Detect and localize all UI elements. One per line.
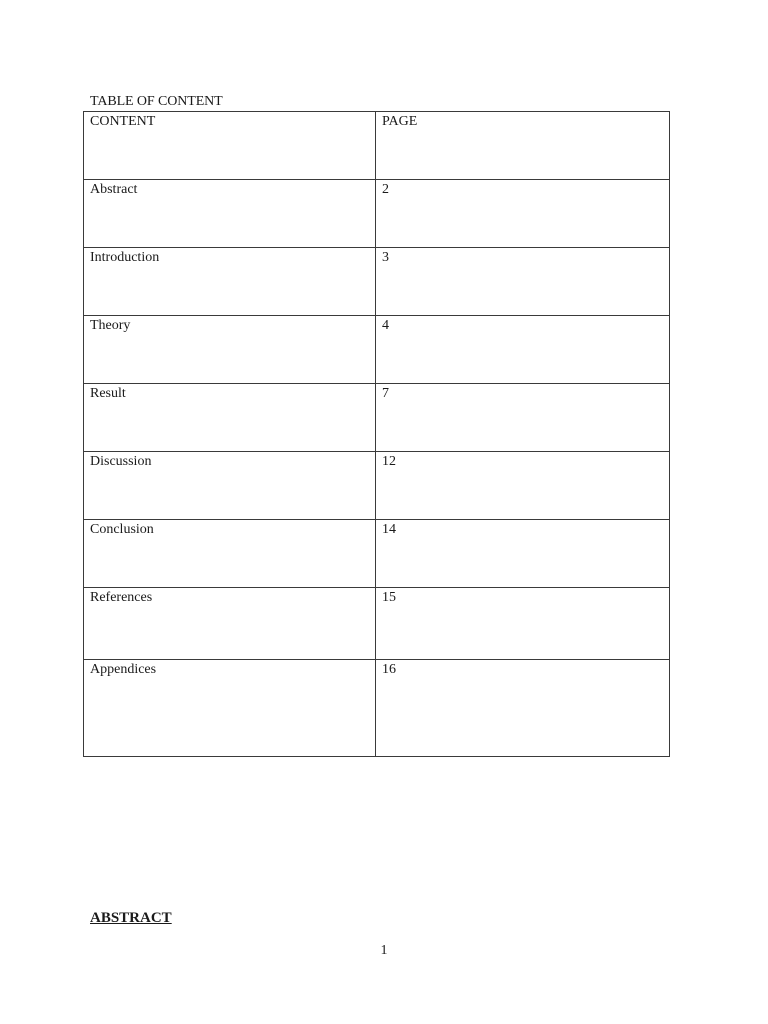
- toc-header-content: CONTENT: [84, 112, 376, 180]
- toc-entry-title: Abstract: [84, 180, 376, 248]
- toc-entry-title: Result: [84, 384, 376, 452]
- table-row: [84, 588, 670, 660]
- table-row: [84, 520, 670, 588]
- toc-entry-title: Theory: [84, 316, 376, 384]
- toc-header-row: [84, 112, 670, 180]
- table-of-contents: [83, 111, 670, 757]
- toc-entry-page: 16: [376, 660, 670, 757]
- table-row: [84, 248, 670, 316]
- table-row: [84, 452, 670, 520]
- toc-entry-title: References: [84, 588, 376, 660]
- toc-entry-title: Introduction: [84, 248, 376, 316]
- toc-entry-page: 15: [376, 588, 670, 660]
- table-row: [84, 384, 670, 452]
- toc-header-page: PAGE: [376, 112, 670, 180]
- toc-entry-title: Discussion: [84, 452, 376, 520]
- toc-entry-page: 4: [376, 316, 670, 384]
- page-number: 1: [380, 943, 388, 958]
- toc-entry-page: 7: [376, 384, 670, 452]
- toc-entry-title: Appendices: [84, 660, 376, 757]
- toc-entry-page: 2: [376, 180, 670, 248]
- toc-entry-page: 14: [376, 520, 670, 588]
- toc-entry-title: Conclusion: [84, 520, 376, 588]
- toc-title: TABLE OF CONTENT: [90, 94, 223, 109]
- table-row: [84, 180, 670, 248]
- toc-entry-page: 12: [376, 452, 670, 520]
- table-row: [84, 660, 670, 757]
- table-row: [84, 316, 670, 384]
- section-heading-abstract: ABSTRACT: [90, 910, 172, 926]
- toc-entry-page: 3: [376, 248, 670, 316]
